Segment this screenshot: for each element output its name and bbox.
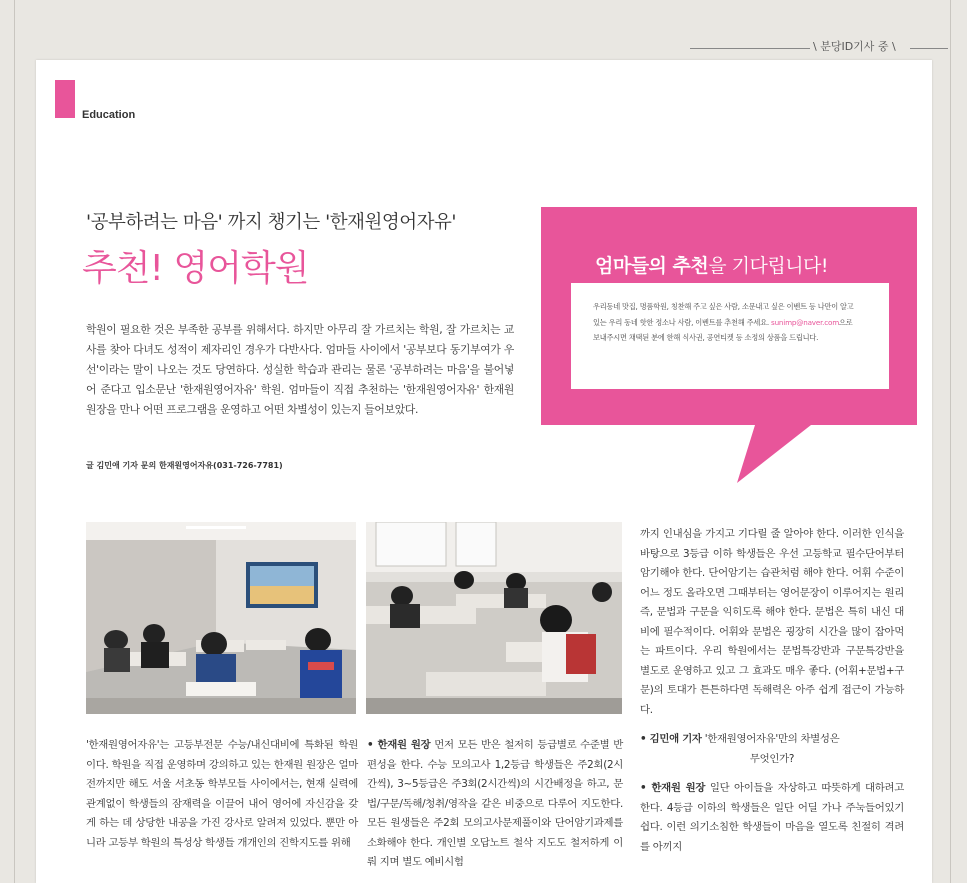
col3-answer-text: 일단 아이들을 자상하고 따뜻하게 대하려고 한다. 4등급 이하의 학생들은 일단 어딜 가나 주눅들어있기 쉽다. 이런 의기소침한 학생들이 마음을 열도록 친절히 격려를 아끼지	[640, 782, 904, 853]
source-rule-right	[910, 48, 948, 49]
lead-paragraph: 학원이 필요한 것은 부족한 공부를 위해서다. 하지만 아무리 잘 가르치는 학원, 잘 가르치는 교사를 찾아 다녀도 성적이 제자리인 경우가 다반사다. 엄마들 사이에서 '공부보다 동기부여가 우선'이라는 말이 나오는 것도 당연하다. 성실한 학습과 관리는 물론 '공부하려는 마음'을 불어넣어 준다고 입소문난 '한재원영어자유' 학원. 엄마들이 직접 추천하는 '한재원영어자유' 한재원 원장을 만나 어떤 프로그램을 운영하고 어떤 차별성이 있는지 들어보았다.	[86, 323, 514, 416]
col2-speaker: • 한재원 원장	[367, 739, 431, 751]
col2-text: 먼저 모든 반은 철저히 등급별로 수준별 반 편성을 한다. 수능 모의고사 1,2등급 학생들은 주2회(2시간씩), 3~5등급은 주3회(2시간씩)의 시간배정을 하고, 문법/구문/독해/청취/영작을 같은 비중으로 다루어 지도한다. 모든 원생들은 주2회 모의고사문제풀이와 단어암기과제를 소화해야 한다. 개인별 오답노트 철삭 지도도 철저하게 이뤄 지며 별도 예비시험	[367, 739, 623, 868]
col3-answer	[640, 779, 904, 857]
col3-question-text-2: 무엇인가?	[749, 752, 795, 765]
col3-paragraph-a: 까지 인내심을 가지고 기다릴 줄 알아야 한다. 이러한 인식을 바탕으로 3등급 이하 학생들은 우선 고등학교 필수단어부터 암기해야 한다. 단어암기는 습관처럼 해야 한다. 어휘 수준이 어느 정도 올라오면 그때부터는 영어문장이 이루어지는 원리 즉, 문법과 구문을 익히도록 해야 한다. 문법은 특히 내신 대비에 필수적이다. 어휘와 문법은 굉장히 시간을 많이 잡아먹는 파트이다. 우리 학원에서는 문법특강반과 구문특강반을 별도로 운영하고 있고 그 효과도 매우 좋다. (어휘+문법+구문)의 토대가 튼튼하다면 독해력은 아주 쉽게 접근이 가능하다.	[640, 528, 904, 716]
section-marker	[55, 80, 75, 118]
bubble-title-rest: 을 기다립니다!	[708, 255, 829, 277]
bubble-title	[595, 251, 828, 278]
classroom-photo-1-image	[86, 522, 356, 714]
col3-question-speaker: • 김민애 기자	[640, 733, 702, 745]
byline: 글 김민애 기자 문의 한재원영어자유(031-726-7781)	[86, 461, 283, 470]
bubble-body	[593, 299, 857, 346]
recommendation-bubble	[541, 207, 934, 496]
bubble-email: sunimp@naver.com	[771, 317, 839, 327]
article-subtitle: '공부하려는 마음' 까지 챙기는 '한재원영어자유'	[86, 212, 456, 233]
bubble-body-after: 으로 보내주시면 채택된 분에 한해 식사권, 공연티켓 등 소정의 상품을 드립니다.	[593, 317, 853, 342]
article-headline: 추천! 영어학원	[82, 248, 309, 289]
source-rule-left	[690, 48, 810, 49]
frame-line-right	[950, 0, 951, 883]
source-label: \ 분당ID기사 중 \	[813, 40, 896, 53]
page-bottom-edge	[36, 876, 932, 883]
article-column-3	[640, 525, 904, 857]
frame-line-left	[14, 0, 15, 883]
article-column-2	[367, 736, 623, 873]
bubble-title-bold: 엄마들의 추천	[595, 255, 709, 277]
classroom-photo-2-image	[366, 522, 622, 714]
article-column-1: '한재원영어자유'는 고등부전문 수능/내신대비에 특화된 학원이다. 학원을 직접 운영하며 강의하고 있는 한재원 원장은 얼마 전까지만 해도 서울 서초동 학부모들 사이에서는, 현재 실력에 관계없이 학생들의 잠재력을 이끌어 내어 영어에 자신감을 갖게 하는 데 상당한 내공을 가진 강사로 알려져 있었다. 뿐만 아니라 고등부 학원의 특성상 학생들 개개인의 진학지도를 위해	[86, 739, 358, 849]
bubble-body-before: 우리동네 맛집, 명품학원, 칭찬해 주고 싶은 사람, 소문내고 싶은 이벤트 등 나만이 알고 있는 우리 동네 핫한 정소나 사람, 이벤트를 추천해 주세요.	[593, 302, 854, 327]
section-label: Education	[82, 109, 136, 121]
col3-question	[640, 730, 904, 769]
classroom-photo-2	[366, 522, 622, 714]
col3-question-text: '한재원영어자유'만의 차별성은	[704, 733, 840, 745]
source-note: 분당ID기사 중	[820, 40, 889, 53]
classroom-photo-1	[86, 522, 356, 714]
col3-answer-speaker: • 한재원 원장	[640, 782, 706, 794]
